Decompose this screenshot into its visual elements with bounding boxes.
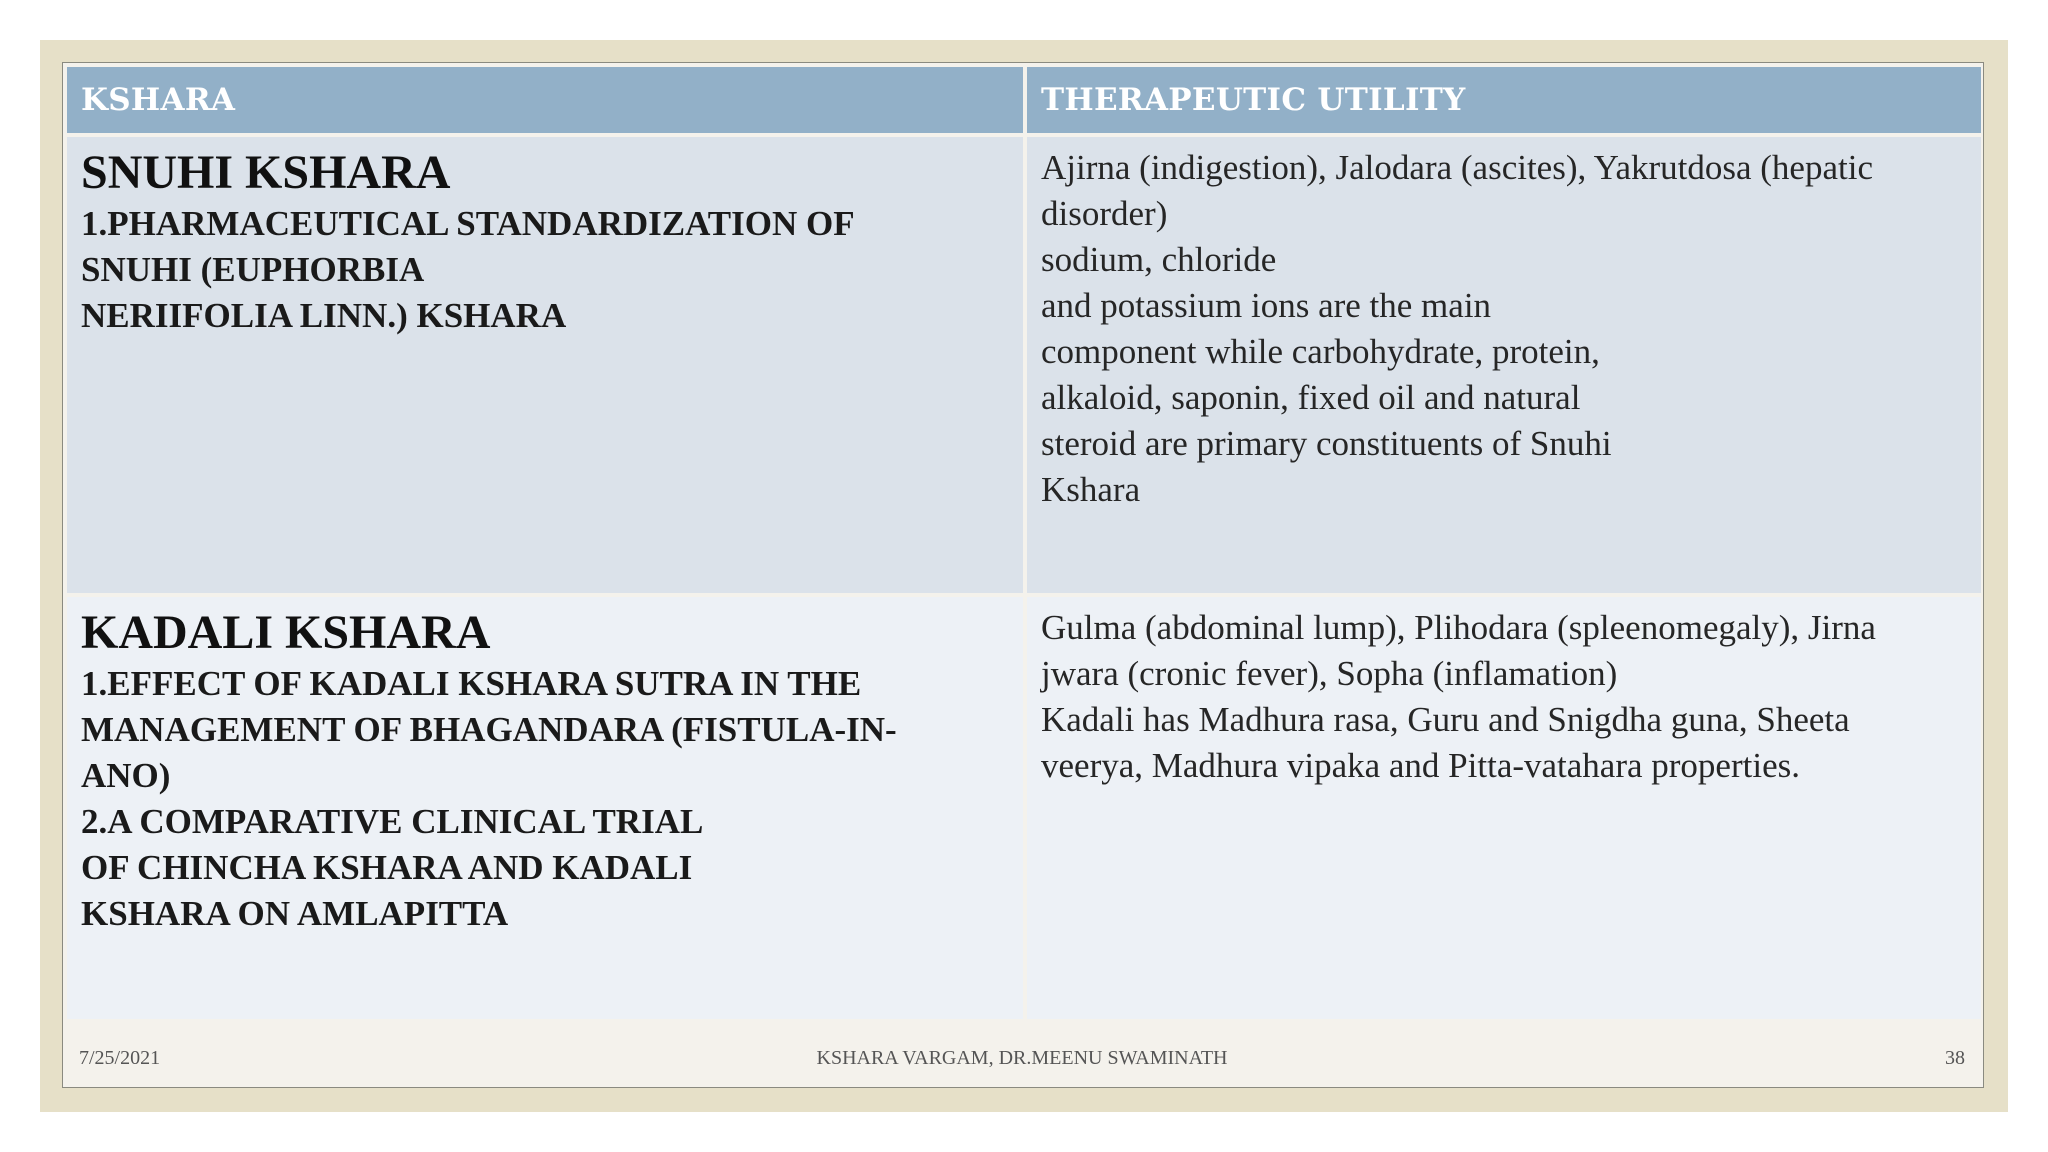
snuhi-kshara-utility: Ajirna (indigestion), Jalodara (ascites), Yakrutdosa (hepatic disorder) sodium, chloride and potassium ions are the main component while carbohydrate, protein, alkaloid, saponin, fixed oil and natural steroid are primary constituents of Snuhi Kshara <box>1041 148 1873 509</box>
slide <box>62 62 1984 1088</box>
table-row-kadali-name-cell <box>67 597 1023 1019</box>
slide-footer <box>63 1023 1981 1085</box>
snuhi-kshara-studies: 1.PHARMACEUTICAL STANDARDIZATION OF SNUHI (EUPHORBIA NERIIFOLIA LINN.) KSHARA <box>81 204 855 335</box>
header-kshara: KSHARA <box>67 67 1023 133</box>
kadali-kshara-title: KADALI KSHARA <box>81 606 491 659</box>
footer-date: 7/25/2021 <box>79 1047 161 1069</box>
kadali-kshara-utility: Gulma (abdominal lump), Plihodara (spleenomegaly), Jirna jwara (cronic fever), Sopha (inflamation) Kadali has Madhura rasa, Guru and Snigdha guna, Sheeta veerya, Madhura vipaka and Pitta-vatahara properties. <box>1041 608 1876 785</box>
snuhi-kshara-title: SNUHI KSHARA <box>81 146 451 199</box>
slide-frame <box>40 40 2008 1112</box>
header-therapeutic-utility: THERAPEUTIC UTILITY <box>1027 67 1981 133</box>
footer-title: KSHARA VARGAM, DR.MEENU SWAMINATH <box>816 1047 1228 1069</box>
kadali-kshara-studies: 1.EFFECT OF KADALI KSHARA SUTRA IN THE MANAGEMENT OF BHAGANDARA (FISTULA-IN- ANO) 2.A COMPARATIVE CLINICAL TRIAL OF CHINCHA KSHARA AND KADALI KSHARA ON AMLAPITTA <box>81 664 897 933</box>
table-row-snuhi-name-cell <box>67 137 1023 593</box>
footer-page-number: 38 <box>1945 1047 1965 1069</box>
table-row-snuhi-utility-cell <box>1027 137 1981 593</box>
kshara-table <box>67 67 1981 1019</box>
table-row-kadali-utility-cell <box>1027 597 1981 1019</box>
